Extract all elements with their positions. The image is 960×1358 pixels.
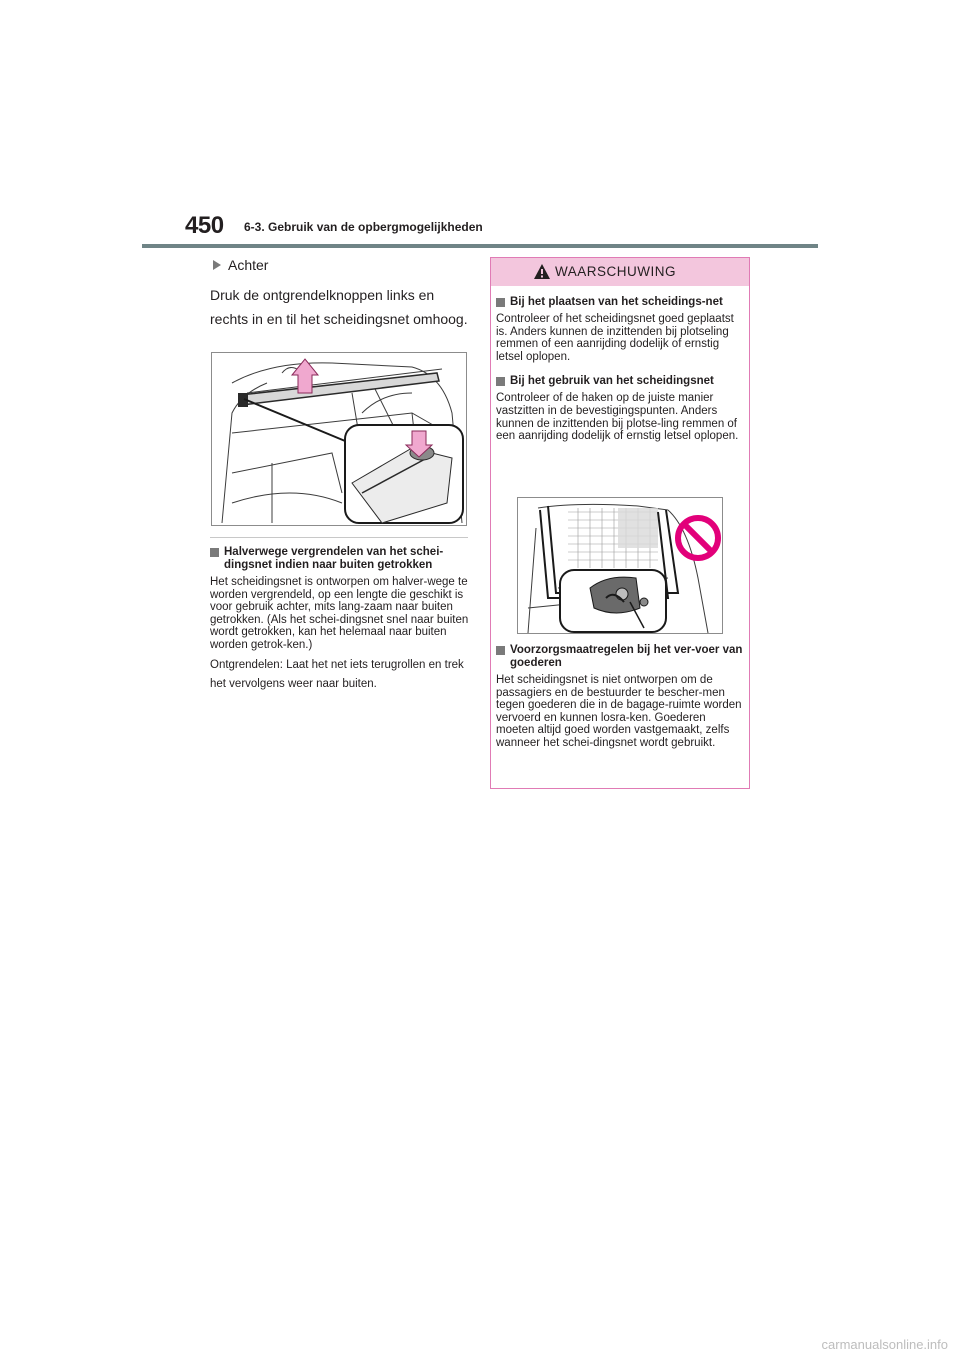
heading-label: Achter [228,257,269,273]
warning-item-title-text: Bij het gebruik van het scheidingsnet [510,375,714,388]
warning-item-text: Het scheidingsnet is niet ontworpen om de passagiers en de bestuurder te bescher-men tegen goederen die in de bagage-ruimte worden vervoerd en kunnen losra-ken. Goederen moeten altijd goed worden vastgemaakt, zelfs wanneer het schei-dingsnet wordt gebruikt. [496,674,742,749]
warning-body-lower [496,644,744,750]
left-column [210,255,468,331]
figure-rear-net-release [211,352,467,526]
illustration-hook-incorrect [518,498,722,633]
watermark-logo: carmanualsonline.info [821,1337,948,1352]
warning-header [491,258,749,286]
warning-item-title [496,296,744,309]
section-separator [210,537,468,538]
warning-item-title [496,375,744,388]
warning-item-text: Controleer of het scheidingsnet goed geplaatst is. Anders kunnen de inzittenden bij plotseling remmen of een aanrijding dodelijk of ernstig letsel oplopen. [496,313,734,363]
header-divider [142,244,818,248]
subsection-title [210,546,470,572]
subsection-text: Het scheidingsnet is ontworpen om halver-wege te worden vergrendeld, op een lengte die geschikt is voor gebruik achter, mits lang-zaam naar buiten getrokken. (Als het schei-dingsnet snel naar buiten wordt getrokken, kan het helemaal naar buiten worden getrok-ken.) [210,576,469,651]
intro-text: Druk de ontgrendelknoppen links en rechts in en til het scheidingsnet omhoog. [210,287,468,327]
warning-body [496,296,744,443]
section-title: 6-3. Gebruik van de opbergmogelijkheden [244,220,483,234]
warning-title: WAARSCHUWING [555,264,676,279]
warning-item-title-text: Bij het plaatsen van het scheidings-net [510,296,723,308]
warning-item-text: Controleer of de haken op de juiste manier vastzitten in de bevestigingspunten. Anders kunnen de inzittenden bij plotse-ling remmen of een aanrijding dodelijk of ernstig letsel oplopen. [496,392,739,443]
subsection-title-text: Halverwege vergrendelen van het schei-dingsnet indien naar buiten getrokken [224,546,444,571]
heading-achter [210,255,468,275]
warning-triangle-icon [533,263,551,280]
figure-incorrect-hook [517,497,723,634]
subsection-halfway-lock [210,546,470,694]
warning-item-title [496,644,744,670]
page-number: 450 [185,212,224,239]
illustration-cargo-net-release [212,353,466,525]
square-bullet-icon [496,377,505,386]
square-bullet-icon [210,548,219,557]
square-bullet-icon [496,646,505,655]
square-bullet-icon [496,298,505,307]
unlock-text: Ontgrendelen: Laat het net iets terugrollen en trek het vervolgens weer naar buiten. [210,658,464,690]
triangle-bullet-icon [213,260,221,270]
warning-item-title-text: Voorzorgsmaatregelen bij het ver-voer van goederen [510,644,743,669]
